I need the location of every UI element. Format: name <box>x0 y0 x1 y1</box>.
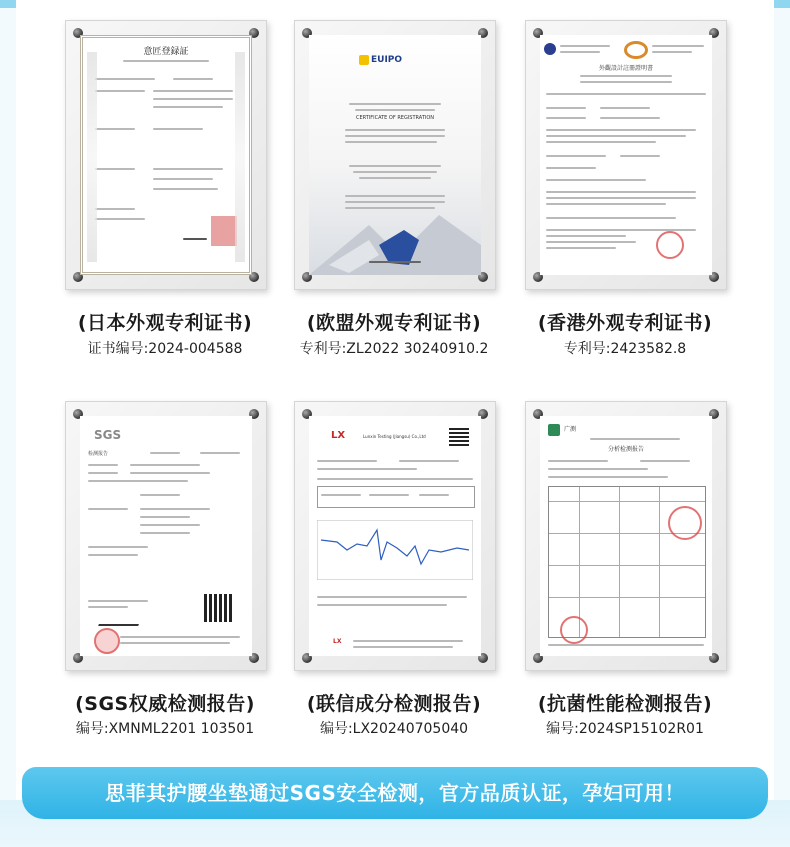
certificate-frame-sgs[interactable] <box>65 401 267 671</box>
signature-mark <box>98 616 142 626</box>
certificate-number: 编号:LX20240705040 <box>319 721 469 737</box>
euipo-logo: EUIPO <box>371 55 403 65</box>
doc-heading: 外觀設計註冊證明書 <box>598 65 653 72</box>
doc-heading: 分析检测报告 <box>607 446 644 453</box>
certificate-paper <box>540 416 712 656</box>
doc-heading: 意匠登録証 <box>143 47 189 57</box>
hk-emblem-icon <box>624 41 648 59</box>
gdtest-logo-icon <box>548 424 560 436</box>
euipo-logo-icon <box>359 55 369 65</box>
official-stamp-icon <box>560 616 588 644</box>
certificate-title: (联信成分检测报告) <box>306 693 482 715</box>
certificate-frame-antibacterial[interactable] <box>525 401 727 671</box>
certificate-frame-eu[interactable] <box>294 20 496 290</box>
certificate-title: (欧盟外观专利证书) <box>306 312 482 334</box>
seal-icon <box>211 216 237 246</box>
qr-code-icon <box>204 594 232 622</box>
certificate-frame-lunxin[interactable] <box>294 401 496 671</box>
certificate-paper <box>309 35 481 275</box>
official-stamp-icon <box>94 628 120 654</box>
certificate-frame-japan[interactable] <box>65 20 267 290</box>
certificate-paper <box>80 35 252 275</box>
lunxin-footer-logo: LX <box>333 638 342 645</box>
sgs-logo: SGS <box>94 428 122 442</box>
certificate-number: 编号:2024SP15102R01 <box>546 721 704 737</box>
certificate-paper <box>309 416 481 656</box>
certificate-number: 证书编号:2024-004588 <box>87 341 243 357</box>
certificate-title: (抗菌性能检测报告) <box>537 693 713 715</box>
doc-heading: CERTIFICATE OF REGISTRATION <box>355 115 435 121</box>
certificate-frame-hongkong[interactable] <box>525 20 727 290</box>
certificate-paper <box>80 416 252 656</box>
official-stamp-icon <box>656 231 684 259</box>
lunxin-logo: LX <box>331 430 346 441</box>
certificate-number: 编号:XMNML2201 103501 <box>75 721 255 737</box>
doc-heading: 检测报告 <box>88 451 109 457</box>
hk-ipd-logo-icon <box>544 43 556 55</box>
official-stamp-icon <box>668 506 702 540</box>
result-table <box>317 486 475 508</box>
doc-heading: Lunxin Testing (Jiangsu) Co.,Ltd <box>363 434 426 439</box>
banner-text: 思菲其护腰坐垫通过SGS安全检测，官方品质认证，孕妇可用！ <box>105 781 685 805</box>
certification-banner <box>22 767 768 819</box>
certificate-paper <box>540 35 712 275</box>
spectrum-chart-graphic <box>317 520 473 580</box>
certificate-title: (日本外观专利证书) <box>77 312 253 334</box>
certificate-number: 专利号:2423582.8 <box>563 341 687 357</box>
certificate-title: (SGS权威检测报告) <box>75 693 255 715</box>
certificate-title: (香港外观专利证书) <box>537 312 713 334</box>
gdtest-logo: 广测 <box>564 426 577 433</box>
qr-code-icon <box>449 426 469 446</box>
certificate-number: 专利号:ZL2022 30240910.2 <box>299 341 489 357</box>
